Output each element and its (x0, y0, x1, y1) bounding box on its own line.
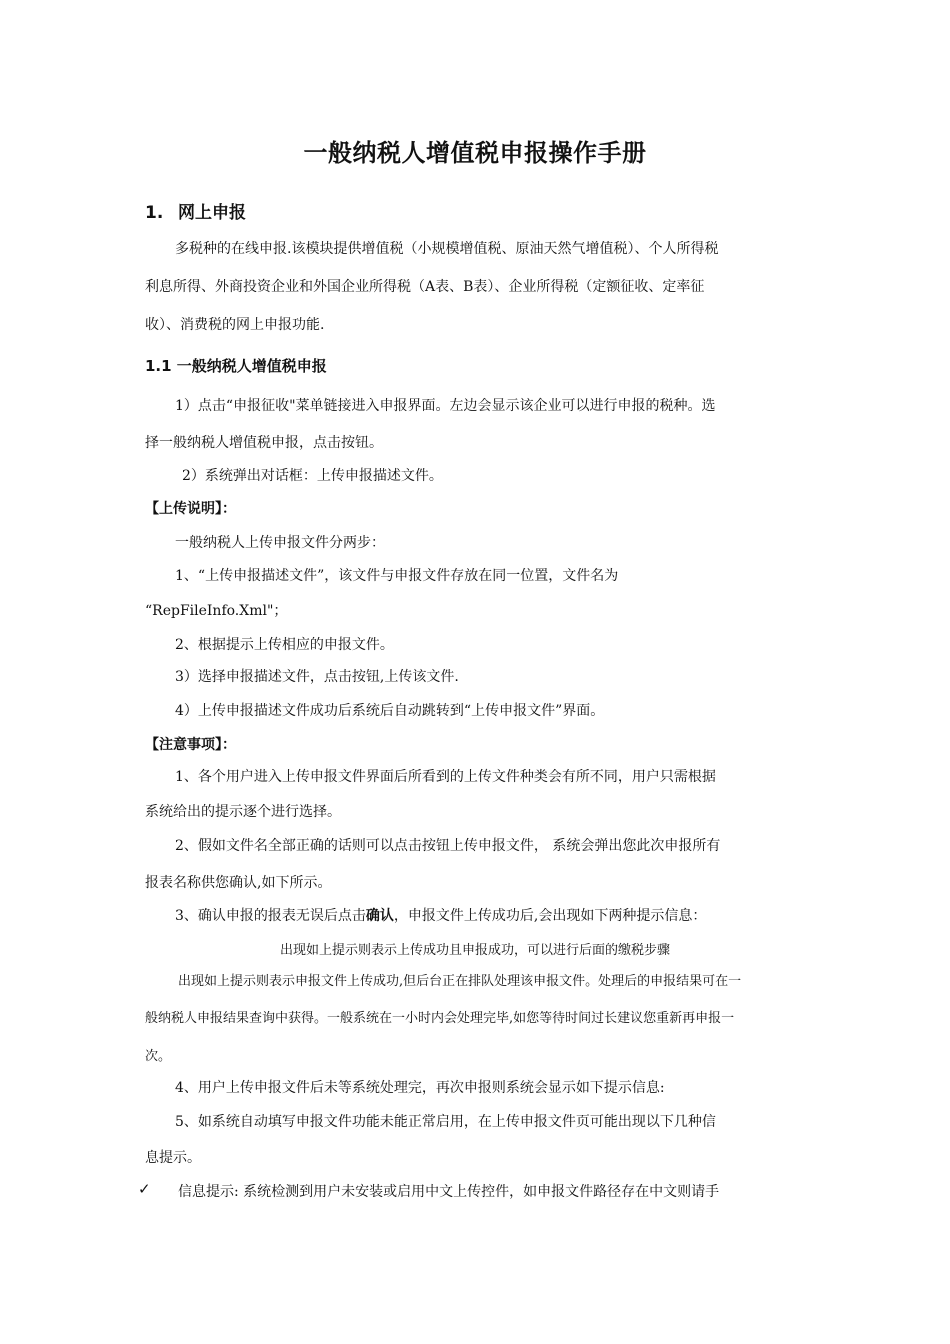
section-1-number: 1. (145, 203, 164, 223)
queue-line-2: 般纳税人申报结果查询中获得。一般系统在一小时内会处理完毕,如您等待时间过长建议您重新再申报一 (145, 1011, 735, 1026)
item3-confirm-word: 确认 (365, 908, 394, 924)
upload-note-line-6: 4）上传申报描述文件成功后系统后自动跳转到“上传申报文件”界面。 (175, 703, 605, 719)
success-caption: 出现如上提示则表示上传成功且申报成功，可以进行后面的缴税步骤 (279, 943, 670, 958)
attention-item2-line-1: 2、假如文件名全部正确的话则可以点击按钮上传申报文件， 系统会弹出您此次申报所有 (175, 838, 721, 854)
queue-line-1: 出现如上提示则表示申报文件上传成功,但后台正在排队处理该申报文件。处理后的申报结果可在一 (178, 974, 742, 989)
upload-note-line-5: 3）选择申报描述文件，点击按钮,上传该文件. (175, 669, 459, 685)
attention-item1-line-2: 系统给出的提示逐个进行选择。 (145, 804, 341, 820)
attention-item5-line-1: 5、如系统自动填写申报文件功能未能正常启用，在上传申报文件页可能出现以下几种信 (175, 1114, 716, 1130)
section-1-1-heading: 1.1 一般纳税人增值税申报 (145, 357, 327, 375)
attention-item4: 4、用户上传申报文件后未等系统处理完，再次申报则系统会显示如下提示信息: (175, 1080, 665, 1096)
step1-line-1: 1）点击“申报征收"菜单链接进入申报界面。左边会显示该企业可以进行申报的税种。选 (175, 398, 716, 414)
attention-item3 (175, 905, 706, 925)
document-title: 一般纳税人增值税申报操作手册 (303, 139, 647, 167)
intro-line-1: 多税种的在线申报.该模块提供增值税（小规模增值税、原油天然气增值税）、个人所得税 (175, 241, 719, 257)
section-1-heading (145, 198, 246, 223)
checkmark-icon: ✓ (138, 1180, 151, 1198)
queue-line-3: 次。 (145, 1049, 172, 1064)
intro-line-3: 收）、消费税的网上申报功能. (145, 317, 325, 333)
item3-prefix: 3、确认申报的报表无误后点击 (175, 908, 366, 924)
intro-line-2: 利息所得、外商投资企业和外国企业所得税（A表、B表）、企业所得税（定额征收、定率征 (145, 279, 705, 295)
section-1-title: 网上申报 (178, 203, 246, 223)
upload-note-line-1: 一般纳税人上传申报文件分两步： (175, 535, 385, 551)
upload-note-line-4: 2、根据提示上传相应的申报文件。 (175, 637, 394, 653)
attention-item1-line-1: 1、各个用户进入上传申报文件界面后所看到的上传文件种类会有所不同，用户只需根据 (175, 769, 716, 785)
attention-item2-line-2: 报表名称供您确认,如下所示。 (145, 875, 332, 891)
upload-note-line-3: “RepFileInfo.Xml"； (145, 603, 288, 619)
info-tip-line: 信息提示: 系统检测到用户未安装或启用中文上传控件，如申报文件路径存在中文则请手 (178, 1184, 720, 1200)
step2-text: 2）系统弹出对话框：上传申报描述文件。 (182, 468, 443, 484)
item3-suffix: ，申报文件上传成功后,会出现如下两种提示信息： (393, 908, 707, 924)
attention-item5-line-2: 息提示。 (145, 1150, 201, 1166)
upload-note-heading: 【上传说明】： (145, 501, 236, 517)
step1-line-2: 择一般纳税人增值税申报，点击按钮。 (145, 435, 383, 451)
attention-heading: 【注意事项】： (145, 737, 236, 753)
upload-note-line-2: 1、“上传申报描述文件”，该文件与申报文件存放在同一位置，文件名为 (175, 568, 619, 584)
